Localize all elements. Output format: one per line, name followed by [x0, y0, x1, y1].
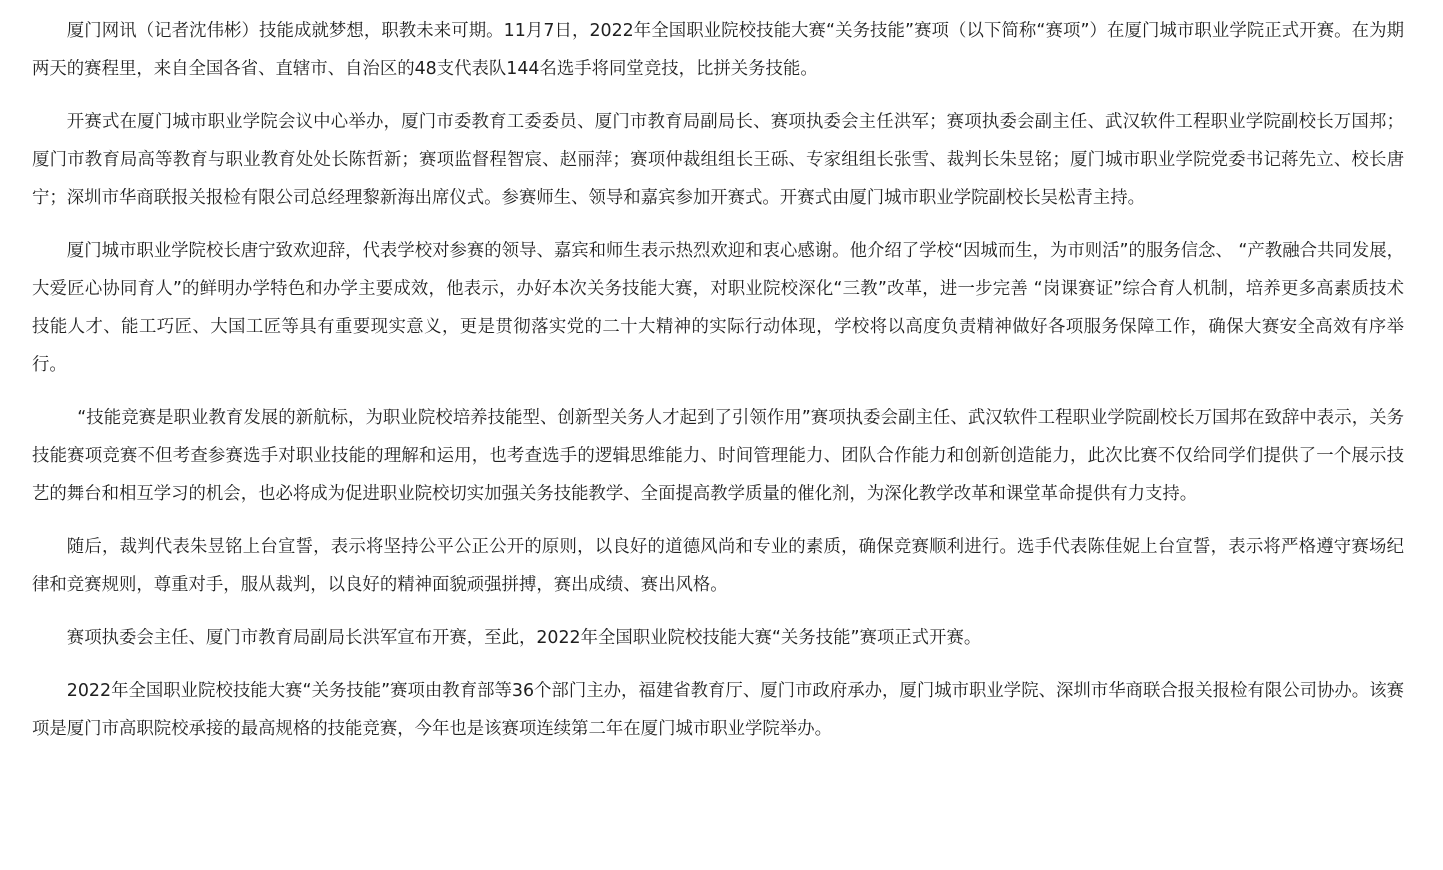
- paragraph-7: 2022年全国职业院校技能大赛“关务技能”赛项由教育部等36个部门主办，福建省教育厅、厦门市政府承办，厦门城市职业学院、深圳市华商联合报关报检有限公司协办。该赛项是厦门市高职院校承接的最高规格的技能竞赛，今年也是该赛项连续第二年在厦门城市职业学院举办。: [32, 681, 1404, 739]
- paragraph-1: 厦门网讯（记者沈伟彬）技能成就梦想，职教未来可期。11月7日，2022年全国职业院校技能大赛“关务技能”赛项（以下简称“赛项”）在厦门城市职业学院正式开赛。在为期两天的赛程里，来自全国各省、直辖市、自治区的48支代表队144名选手将同堂竞技，比拼关务技能。: [32, 21, 1404, 79]
- paragraph-3: 厦门城市职业学院校长唐宁致欢迎辞，代表学校对参赛的领导、嘉宾和师生表示热烈欢迎和衷心感谢。他介绍了学校“因城而生，为市则活”的服务信念、 “产教融合共同发展，大爱匠心协同育人”的鲜明办学特色和办学主要成效，他表示，办好本次关务技能大赛，对职业院校深化“三教”改革，进一步完善 “岗课赛证”综合育人机制，培养更多高素质技术技能人才、能工巧匠、大国工匠等具有重要现实意义，更是贯彻落实党的二十大精神的实际行动体现，学校将以高度负责精神做好各项服务保障工作，确保大赛安全高效有序举行。: [32, 241, 1404, 375]
- article-body: [32, 12, 1404, 763]
- paragraph-6: 赛项执委会主任、厦门市教育局副局长洪军宣布开赛，至此，2022年全国职业院校技能大赛“关务技能”赛项正式开赛。: [66, 628, 982, 648]
- paragraph-4: “技能竞赛是职业教育发展的新航标，为职业院校培养技能型、创新型关务人才起到了引领作用”赛项执委会副主任、武汉软件工程职业学院副校长万国邦在致辞中表示，关务技能赛项竞赛不但考查参赛选手对职业技能的理解和运用，也考查选手的逻辑思维能力、时间管理能力、团队合作能力和创新创造能力，此次比赛不仅给同学们提供了一个展示技艺的舞台和相互学习的机会，也必将成为促进职业院校切实加强关务技能教学、全面提高教学质量的催化剂，为深化教学改革和课堂革命提供有力支持。: [32, 408, 1404, 504]
- paragraph-2: 开赛式在厦门城市职业学院会议中心举办，厦门市委教育工委委员、厦门市教育局副局长、赛项执委会主任洪军；赛项执委会副主任、武汉软件工程职业学院副校长万国邦；厦门市教育局高等教育与职业教育处处长陈哲新；赛项监督程智宸、赵丽萍；赛项仲裁组组长王砾、专家组组长张雪、裁判长朱昱铭；厦门城市职业学院党委书记蒋先立、校长唐宁；深圳市华商联报关报检有限公司总经理黎新海出席仪式。参赛师生、领导和嘉宾参加开赛式。开赛式由厦门城市职业学院副校长吴松青主持。: [32, 112, 1404, 208]
- paragraph-5: 随后，裁判代表朱昱铭上台宣誓，表示将坚持公平公正公开的原则，以良好的道德风尚和专业的素质，确保竞赛顺利进行。选手代表陈佳妮上台宣誓，表示将严格遵守赛场纪律和竞赛规则，尊重对手，服从裁判，以良好的精神面貌顽强拼搏，赛出成绩、赛出风格。: [32, 537, 1404, 595]
